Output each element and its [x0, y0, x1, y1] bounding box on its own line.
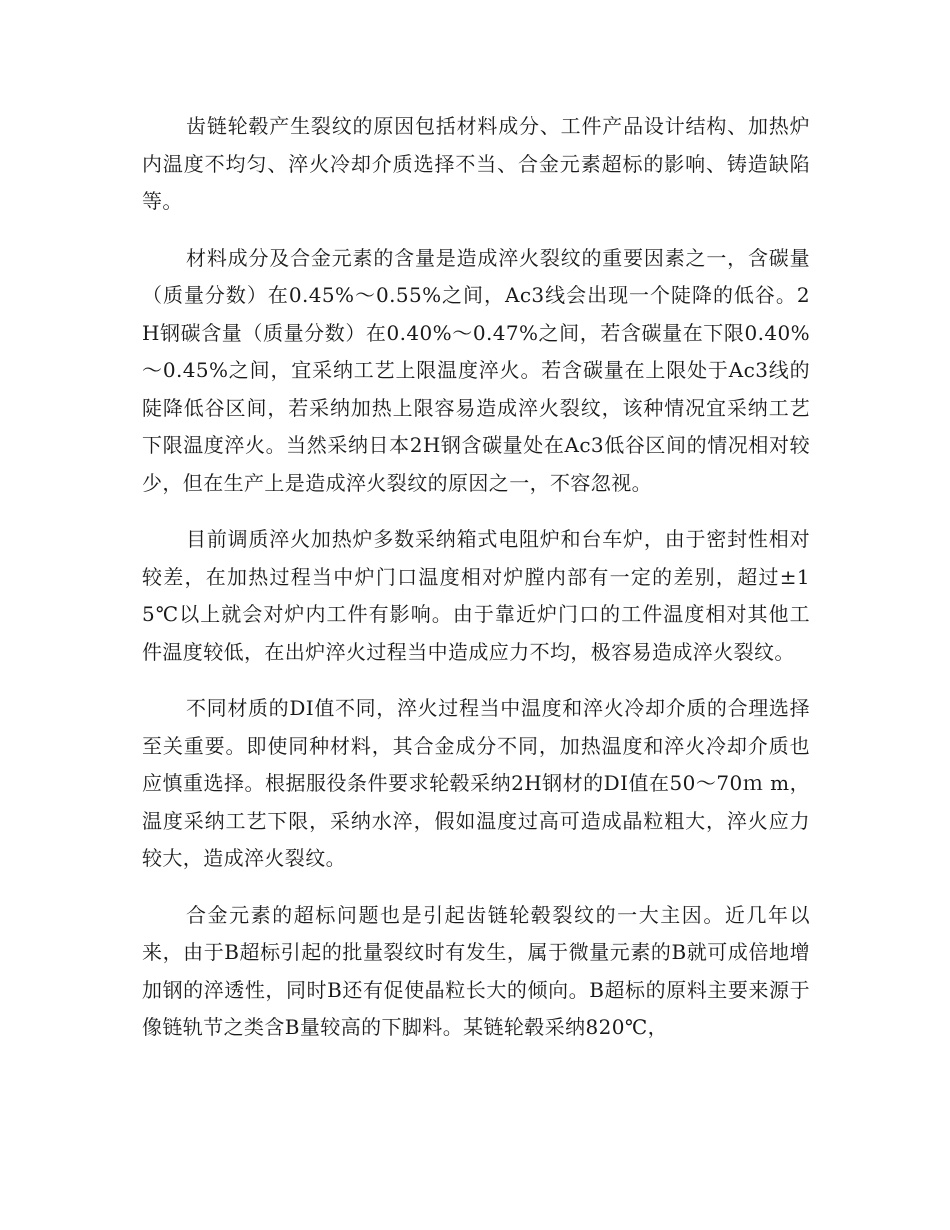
- paragraph-alloy-elements: 合金元素的超标问题也是引起齿链轮毂裂纹的一大主因。近几年以来，由于B超标引起的批量裂纹时有发生，属于微量元素的B就可成倍地增加钢的淬透性，同时B还有促使晶粒长大的倾向。B超标的原料主要来源于像链轨节之类含B量较高的下脚料。某链轮毂采纳820℃，: [142, 902, 810, 1039]
- document-body: [142, 108, 810, 1066]
- paragraph-crack-causes: 齿链轮毂产生裂纹的原因包括材料成分、工件产品设计结构、加热炉内温度不均匀、淬火冷却介质选择不当、合金元素超标的影响、铸造缺陷等。: [142, 114, 810, 213]
- paragraph-quenching-medium: 不同材质的DI值不同，淬火过程当中温度和淬火冷却介质的合理选择至关重要。即使同种材料，其合金成分不同，加热温度和淬火冷却介质也应慎重选择。根据服役条件要求轮毂采纳2H钢材的DI值在50～70ｍ m，温度采纳工艺下限，采纳水淬，假如温度过高可造成晶粒粗大，淬火应力较大，造成淬火裂纹。: [142, 696, 810, 870]
- paragraph-material-composition: 材料成分及合金元素的含量是造成淬火裂纹的重要因素之一，含碳量（质量分数）在0.45%～0.55%之间，Ac3线会出现一个陡降的低谷。2H钢碳含量（质量分数）在0.40%～0.47%之间，若含碳量在下限0.40%～0.45%之间，宜采纳工艺上限温度淬火。若含碳量在上限处于Ac3线的陡降低谷区间，若采纳加热上限容易造成淬火裂纹，该种情况宜采纳工艺下限温度淬火。当然采纳日本2H钢含碳量处在Ac3低谷区间的情况相对较少，但在生产上是造成淬火裂纹的原因之一，不容忽视。: [142, 245, 810, 495]
- paragraph-furnace-temperature: 目前调质淬火加热炉多数采纳箱式电阻炉和台车炉，由于密封性相对较差，在加热过程当中炉门口温度相对炉膛内部有一定的差别，超过±15℃以上就会对炉内工件有影响。由于靠近炉门口的工件温度相对其他工件温度较低，在出炉淬火过程当中造成应力不均，极容易造成淬火裂纹。: [142, 527, 810, 664]
